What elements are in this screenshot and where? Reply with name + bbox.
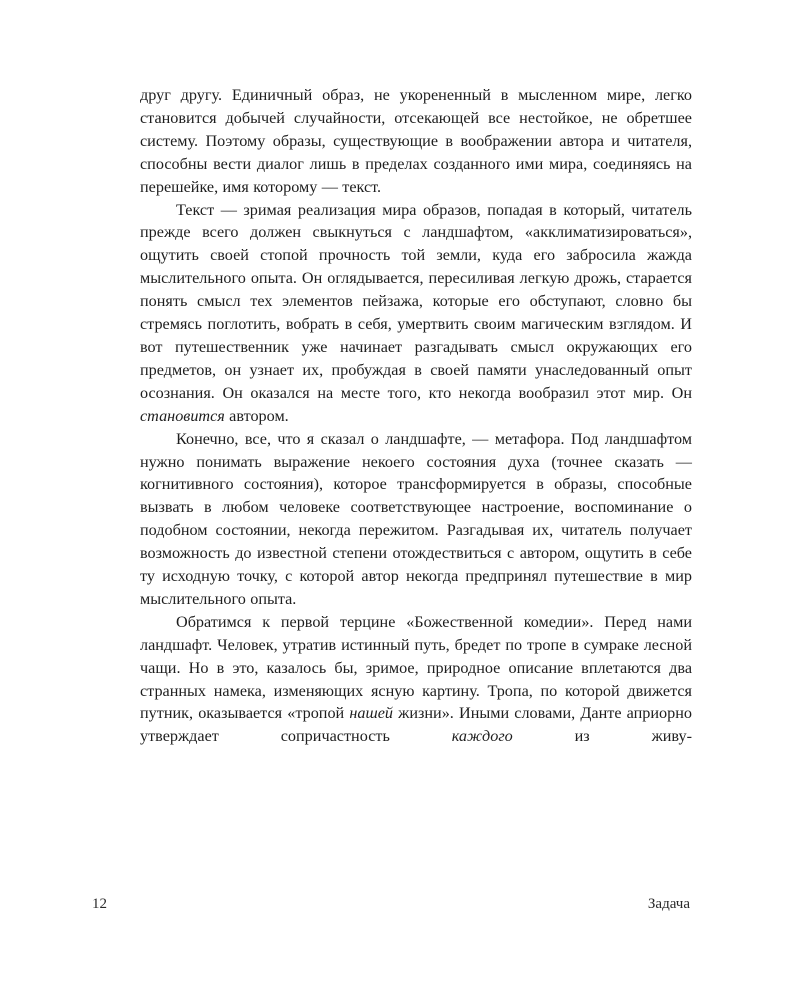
paragraph-text: автором. [224,406,289,425]
paragraph-text-italic: каждого [451,727,513,746]
paragraph-text-italic: нашей [349,704,393,723]
page-number: 12 [92,896,107,912]
footer-chapter-title: Задача [647,896,690,912]
paragraph [140,428,692,611]
paragraph-text-italic: становится [140,406,225,425]
paragraph-text: Конечно, все, что я сказал о ландшафте, — метафора. Под ландшафтом нужно понимать выражение некоего состояния духа (точнее сказать — когнитивного состояния), которое трансформируется в образы, способные вызвать в любом человеке соответствующее настроение, воспоминание о подобном состоянии, некогда пережитом. Разгадывая их, читатель получает возможность до известной степени отождествиться с автором, ощутить в себе ту исходную точку, с которой автор некогда предпринял путешествие в мир мыслительного опыта. [140,429,692,608]
paragraph-text: Обратимся к первой терцине «Божественной комедии». Перед нами ландшафт. Человек, утратив истинный путь, бредет по тропе в сумраке лесной чащи. Но в это, казалось бы, зримое, природное описание вплетаются два странных намека, изменяющих ясную картину. Тропа, по которой движется путник, оказывается «тропой [140,612,692,723]
paragraph [140,84,692,199]
text-block [140,84,692,748]
paragraph [140,199,692,428]
paragraph [140,611,692,748]
paragraph-text: друг другу. Единичный образ, не укорененный в мысленном мире, легко становится добычей случайности, отсекающей все нестойкое, не обретшее систему. Поэтому образы, существующие в воображении автора и читателя, способны вести диалог лишь в пределах созданного ими мира, соединяясь на перешейке, имя которому — текст. [140,86,692,196]
paragraph-text: жизни». Иными словами, Данте априорно утверждает сопричастность [140,704,693,746]
paragraph-text: Текст — зримая реализация мира образов, попадая в который, читатель прежде всего должен свыкнуться с ландшафтом, «акклиматизироваться», ощутить своей стопой прочность той земли, куда его забросила жажда мыслительного опыта. Он оглядывается, пересиливая легкую дрожь, старается понять смысл тех элементов пейзажа, которые его обступают, словно бы стремясь поглотить, вобрать в себя, умертвить своим магическим взглядом. И вот путешественник уже начинает разгадывать смысл окружающих его предметов, он узнает их, пробуждая в своей памяти унаследованный опыт осознания. Он оказался на месте того, кто некогда вообразил этот мир. Он [140,200,692,402]
page-footer [92,896,690,913]
paragraph-text: из живу- [512,727,692,746]
